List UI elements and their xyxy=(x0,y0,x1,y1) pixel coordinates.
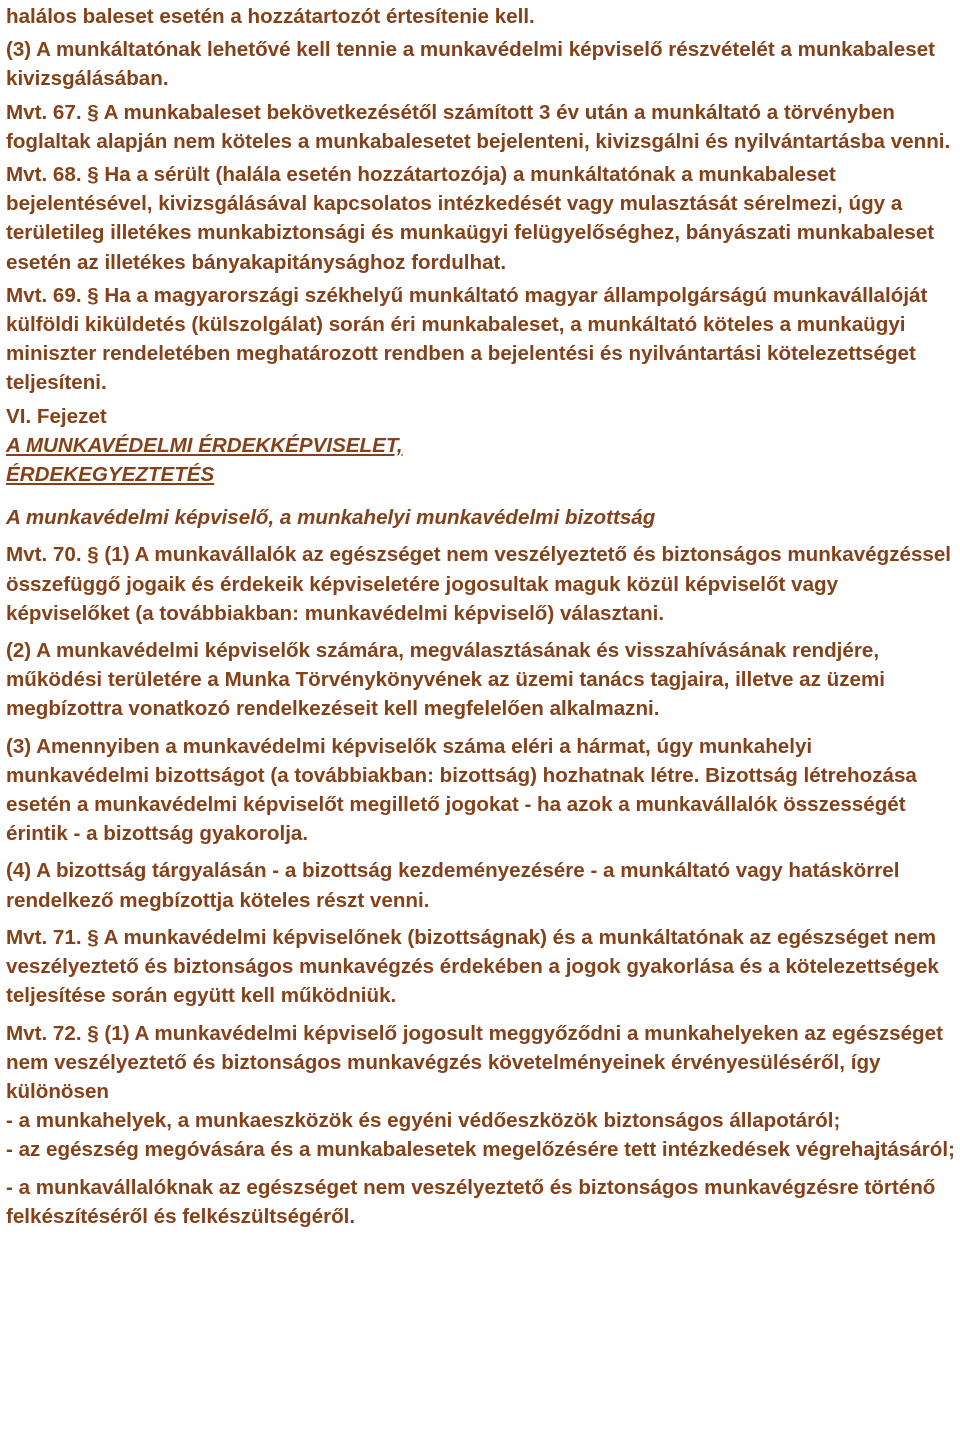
paragraph-mvt-70-4: (4) A bizottság tárgyalásán - a bizottság kezdeményezésére - a munkáltató vagy hatáskörrel rendelkező megbízottja köteles részt venni. xyxy=(6,859,900,912)
paragraph-66-3: (3) A munkáltatónak lehetővé kell tennie a munkavédelmi képviselő részvételét a munkabaleset kivizsgálásában. xyxy=(6,38,935,91)
chapter-number: VI. Fejezet xyxy=(6,404,107,428)
paragraph-mvt-71: Mvt. 71. § A munkavédelmi képviselőnek (bizottságnak) és a munkáltatónak az egészséget nem veszélyeztető és biztonságos munkavégzés érdekében a jogok gyakorlása és a kötelezettségek teljesítése során együtt kell működniük. xyxy=(6,925,939,1008)
chapter-title-line-2: ÉRDEKEGYEZTETÉS xyxy=(6,463,215,487)
paragraph-mvt-69: Mvt. 69. § Ha a magyarországi székhelyű munkáltató magyar állampolgárságú munkavállalóját külföldi kiküldetés (külszolgálat) során éri munkabaleset, a munkáltató köteles a munkaügyi miniszter rendeletében meghatározott rendben a bejelentési és nyilvántartási kötelezettséget teljesíteni. xyxy=(6,283,928,395)
paragraph-mvt-70-2: (2) A munkavédelmi képviselők számára, megválasztásának és visszahívásának rendjére, működési területére a Munka Törvénykönyvének az üzemi tanács tagjaira, illetve az üzemi megbízottra vonatkozó rendelkezéseit kell megfelelően alkalmazni. xyxy=(6,639,886,721)
list-item-measures: - az egészség megóvására és a munkabalesetek megelőzésére tett intézkedések végrehajtásáról; xyxy=(6,1138,955,1162)
chapter-title-line-1: A MUNKAVÉDELMI ÉRDEKKÉPVISELET, xyxy=(6,433,403,457)
section-title: A munkavédelmi képviselő, a munkahelyi munkavédelmi bizottság xyxy=(6,506,656,530)
paragraph-mvt-72-1: Mvt. 72. § (1) A munkavédelmi képviselő jogosult meggyőződni a munkahelyeken az egészséget nem veszélyeztető és biztonságos munkavégzés követelményeinek érvényesüléséről, így különösen xyxy=(6,1021,943,1103)
paragraph-mvt-68: Mvt. 68. § Ha a sérült (halála esetén hozzátartozója) a munkáltatónak a munkabaleset bejelentésével, kivizsgálásával kapcsolatos intézkedését vagy mulasztását sérelmezi, úgy a területileg illetékes munkabiztonsági és munkaügyi felügyelőséghez, bányászati munkabaleset esetén az illetékes bányakapitánysághoz fordulhat. xyxy=(6,163,935,274)
list-item-workplaces: - a munkahelyek, a munkaeszközök és egyéni védőeszközök biztonságos állapotáról; xyxy=(6,1109,841,1133)
paragraph-mvt-70-1: Mvt. 70. § (1) A munkavállalók az egészséget nem veszélyeztető és biztonságos munkavégzéssel összefüggő jogaik és érdekeik képviseletére jogosultak maguk közül képviselőt vagy képviselőket (a továbbiakban: munkavédelmi képviselő) választani. xyxy=(6,543,952,625)
list-item-preparation: - a munkavállalóknak az egészséget nem veszélyeztető és biztonságos munkavégzésre történő felkészítéséről és felkészültségéről. xyxy=(6,1175,936,1228)
document-page xyxy=(6,2,956,1231)
paragraph-continuation: halálos baleset esetén a hozzátartozót értesítenie kell. xyxy=(6,5,535,28)
paragraph-mvt-67: Mvt. 67. § A munkabaleset bekövetkezésétől számított 3 év után a munkáltató a törvényben foglaltak alapján nem köteles a munkabalesetet bejelenteni, kivizsgálni és nyilvántartásba venni. xyxy=(6,100,951,153)
paragraph-mvt-70-3: (3) Amennyiben a munkavédelmi képviselők száma eléri a hármat, úgy munkahelyi munkavédelmi bizottságot (a továbbiakban: bizottság) hozhatnak létre. Bizottság létrehozása esetén a munkavédelmi képviselőt megillető jogokat - ha azok a munkavállalók összességét érintik - a bizottság gyakorolja. xyxy=(6,734,917,846)
